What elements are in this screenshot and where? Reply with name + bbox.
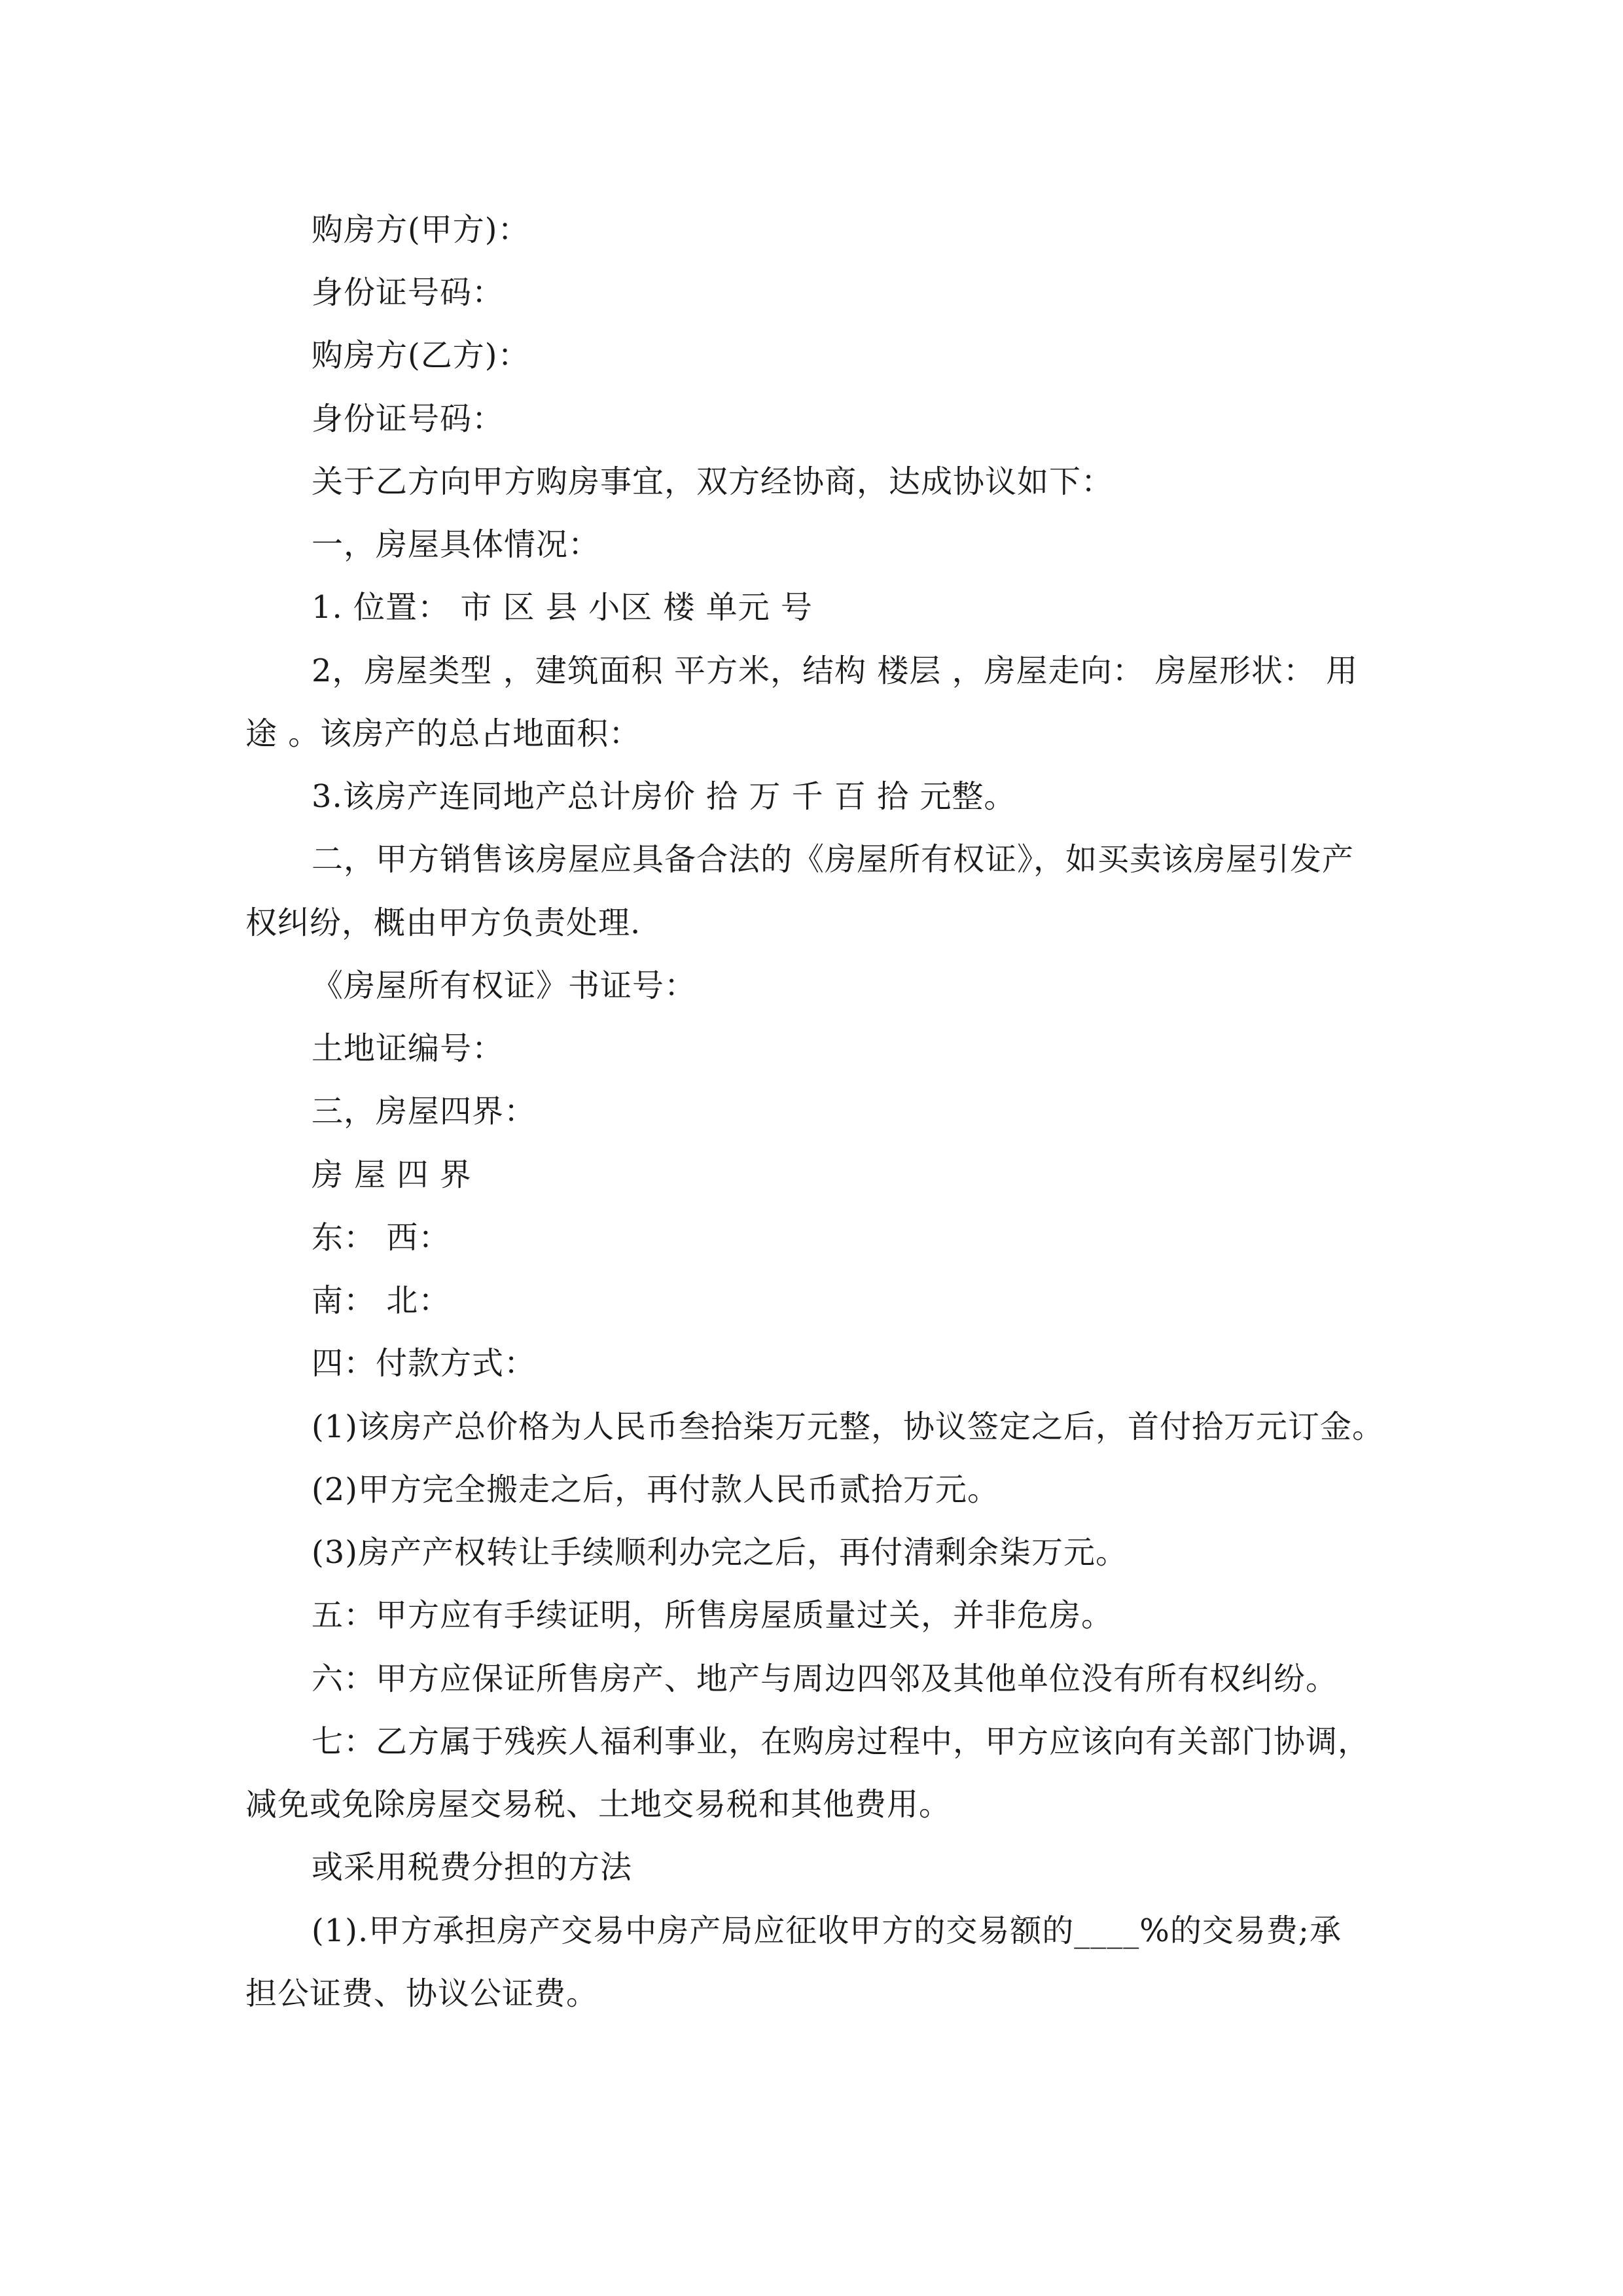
buyer-b-id-label: 身份证号码： bbox=[312, 401, 505, 437]
boundaries-east-west: 东： 西： bbox=[312, 1219, 451, 1256]
clause-house-type-cont: 途 。该房产的总占地面积： bbox=[245, 715, 641, 752]
section-7-text: 七：乙方属于残疾人福利事业，在购房过程中，甲方应该向有关部门协调， bbox=[312, 1723, 1370, 1760]
tax-sharing-item-1: (1).甲方承担房产交易中房产局应征收甲方的交易额的____%的交易费;承 bbox=[312, 1912, 1342, 1949]
clause-house-type: 2，房屋类型 ，建筑面积 平方米，结构 楼层 ，房屋走向： 房屋形状： 用 bbox=[312, 653, 1359, 689]
tax-sharing-item-1-cont: 担公证费、协议公证费。 bbox=[245, 1975, 599, 2012]
section-2-text: 二，甲方销售该房屋应具备合法的《房屋所有权证》，如买卖该房屋引发产 bbox=[312, 841, 1355, 878]
tax-sharing-heading: 或采用税费分担的方法 bbox=[312, 1849, 633, 1886]
section-2-text-cont: 权纠纷，概由甲方负责处理. bbox=[245, 905, 641, 941]
boundaries-south-north: 南： 北： bbox=[312, 1282, 451, 1319]
agreement-intro: 关于乙方向甲方购房事宜，双方经协商，达成协议如下： bbox=[312, 463, 1114, 500]
section-4-heading: 四：付款方式： bbox=[312, 1345, 537, 1382]
buyer-a-label: 购房方(甲方)： bbox=[312, 211, 530, 248]
section-3-heading: 三，房屋四界： bbox=[312, 1093, 537, 1130]
section-1-heading: 一，房屋具体情况： bbox=[312, 526, 601, 563]
clause-total-price: 3.该房产连同地产总计房价 拾 万 千 百 拾 元整。 bbox=[312, 778, 1016, 815]
boundaries-title: 房 屋 四 界 bbox=[312, 1157, 472, 1193]
section-5-text: 五：甲方应有手续证明，所售房屋质量过关，并非危房。 bbox=[312, 1597, 1114, 1634]
buyer-b-label: 购房方(乙方)： bbox=[312, 337, 530, 374]
payment-item-1: (1)该房产总价格为人民币叁拾柒万元整，协议签定之后，首付拾万元订金。 bbox=[312, 1408, 1384, 1445]
land-certificate-label: 土地证编号： bbox=[312, 1030, 505, 1067]
buyer-a-id-label: 身份证号码： bbox=[312, 274, 505, 311]
payment-item-3: (3)房产产权转让手续顺利办完之后，再付清剩余柒万元。 bbox=[312, 1534, 1128, 1571]
clause-location: 1. 位置： 市 区 县 小区 楼 单元 号 bbox=[312, 589, 813, 626]
payment-item-2: (2)甲方完全搬走之后，再付款人民币贰拾万元。 bbox=[312, 1471, 999, 1508]
section-7-text-cont: 减免或免除房屋交易税、土地交易税和其他费用。 bbox=[245, 1786, 952, 1823]
certificate-number-label: 《房屋所有权证》书证号： bbox=[312, 967, 697, 1004]
section-6-text: 六：甲方应保证所售房产、地产与周边四邻及其他单位没有所有权纠纷。 bbox=[312, 1660, 1338, 1697]
